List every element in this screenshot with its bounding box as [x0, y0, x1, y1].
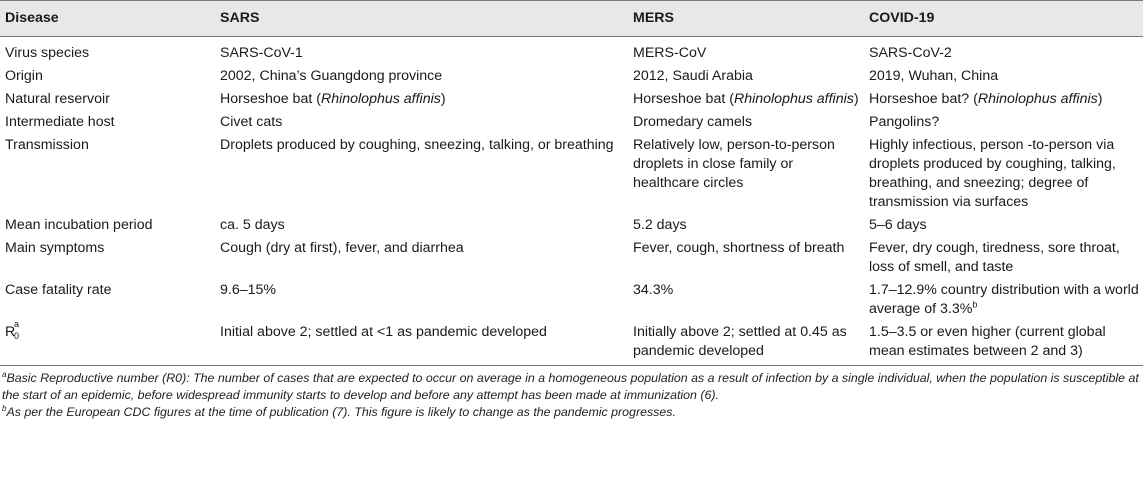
footnote-ref-b: b	[972, 299, 978, 310]
header-disease: Disease	[0, 1, 215, 37]
table-row	[0, 88, 1143, 111]
row-label: Mean incubation period	[5, 217, 153, 233]
cell-sars	[215, 88, 628, 111]
table-row	[0, 37, 1143, 66]
table-row	[0, 214, 1143, 237]
r0-symbol	[5, 319, 20, 342]
table-row	[0, 134, 1143, 214]
footnote-text: Basic Reproductive number (R0): The number of cases that are expected to occur on average in a homogeneous population as a result of infection by a single individual, when the population is susceptible at the start of an epidemic, before widespread immunity starts to develop and before any attempt has been made at immunization (6).	[2, 371, 1139, 402]
cell-covid: 5–6 days	[869, 217, 927, 233]
footnote-mark: a	[2, 369, 7, 379]
cell-covid: Fever, dry cough, tiredness, sore throat, loss of smell, and taste	[869, 240, 1120, 275]
cell-text: )	[440, 91, 446, 107]
cell-covid: Pangolins?	[869, 114, 940, 130]
row-label: Origin	[5, 68, 43, 84]
table-header-row	[0, 1, 1143, 37]
cell-covid: SARS-CoV-2	[869, 45, 952, 61]
table-footnotes	[0, 366, 1143, 421]
cell-covid	[864, 279, 1143, 321]
table-row	[0, 65, 1143, 88]
table-row	[0, 321, 1143, 366]
row-label	[0, 321, 215, 366]
cell-mers: 5.2 days	[633, 217, 687, 233]
footnote-a	[2, 370, 1139, 404]
cell-text: Horseshoe bat (	[220, 91, 321, 107]
cell-covid: 1.5–3.5 or even higher (current global mean estimates between 2 and 3)	[869, 324, 1106, 359]
cell-text: 1.7–12.9% country distribution with a world average of 3.3%	[869, 282, 1139, 317]
header-mers: MERS	[628, 1, 864, 37]
species-name: Rhinolophus affinis	[977, 91, 1098, 107]
cell-mers: Dromedary camels	[633, 114, 753, 130]
row-label: Natural reservoir	[5, 91, 110, 107]
cell-text: )	[853, 91, 859, 107]
species-name: Rhinolophus affinis	[733, 91, 854, 107]
table-row	[0, 237, 1143, 279]
header-covid: COVID-19	[864, 1, 1143, 37]
cell-text: Horseshoe bat (	[633, 91, 734, 107]
cell-covid: Highly infectious, person -to-person via droplets produced by coughing, talking, breathing, and sneezing; degree of transmission via surfaces	[869, 137, 1116, 210]
cell-mers: MERS-CoV	[633, 45, 707, 61]
cell-mers: 34.3%	[633, 282, 674, 298]
footnote-mark: b	[2, 403, 7, 413]
table-row	[0, 279, 1143, 321]
cell-sars: Droplets produced by coughing, sneezing, talking, or breathing	[220, 137, 614, 153]
cell-sars: Cough (dry at first), fever, and diarrhea	[220, 240, 464, 256]
cell-mers	[628, 88, 864, 111]
cell-sars: 9.6–15%	[220, 282, 277, 298]
row-label: Transmission	[5, 137, 89, 153]
cell-sars: SARS-CoV-1	[220, 45, 303, 61]
cell-text: Horseshoe bat? (	[869, 91, 978, 107]
footnote-text: As per the European CDC figures at the time of publication (7). This figure is likely to change as the pandemic progresses.	[6, 405, 676, 419]
cell-mers: Fever, cough, shortness of breath	[633, 240, 845, 256]
row-label: Virus species	[5, 45, 90, 61]
cell-covid: 2019, Wuhan, China	[869, 68, 999, 84]
row-label: Case fatality rate	[5, 282, 112, 298]
cell-mers: Initially above 2; settled at 0.45 as pandemic developed	[633, 324, 847, 359]
footnote-ref-a: a	[14, 319, 20, 329]
species-name: Rhinolophus affinis	[320, 91, 441, 107]
cell-sars: ca. 5 days	[220, 217, 285, 233]
cell-sars: Initial above 2; settled at <1 as pandemic developed	[220, 324, 547, 340]
footnote-b	[2, 404, 1139, 421]
header-sars: SARS	[215, 1, 628, 37]
cell-sars: 2002, China’s Guangdong province	[220, 68, 443, 84]
cell-text: )	[1097, 91, 1103, 107]
cell-mers: 2012, Saudi Arabia	[633, 68, 753, 84]
r0-subscript: 0	[14, 331, 20, 341]
cell-sars: Civet cats	[220, 114, 283, 130]
row-label: Intermediate host	[5, 114, 115, 130]
cell-covid	[864, 88, 1143, 111]
row-label: Main symptoms	[5, 240, 105, 256]
cell-mers: Relatively low, person-to-person droplets in close family or healthcare circles	[633, 137, 835, 191]
r0-letter: R	[5, 324, 16, 340]
table-row	[0, 111, 1143, 134]
